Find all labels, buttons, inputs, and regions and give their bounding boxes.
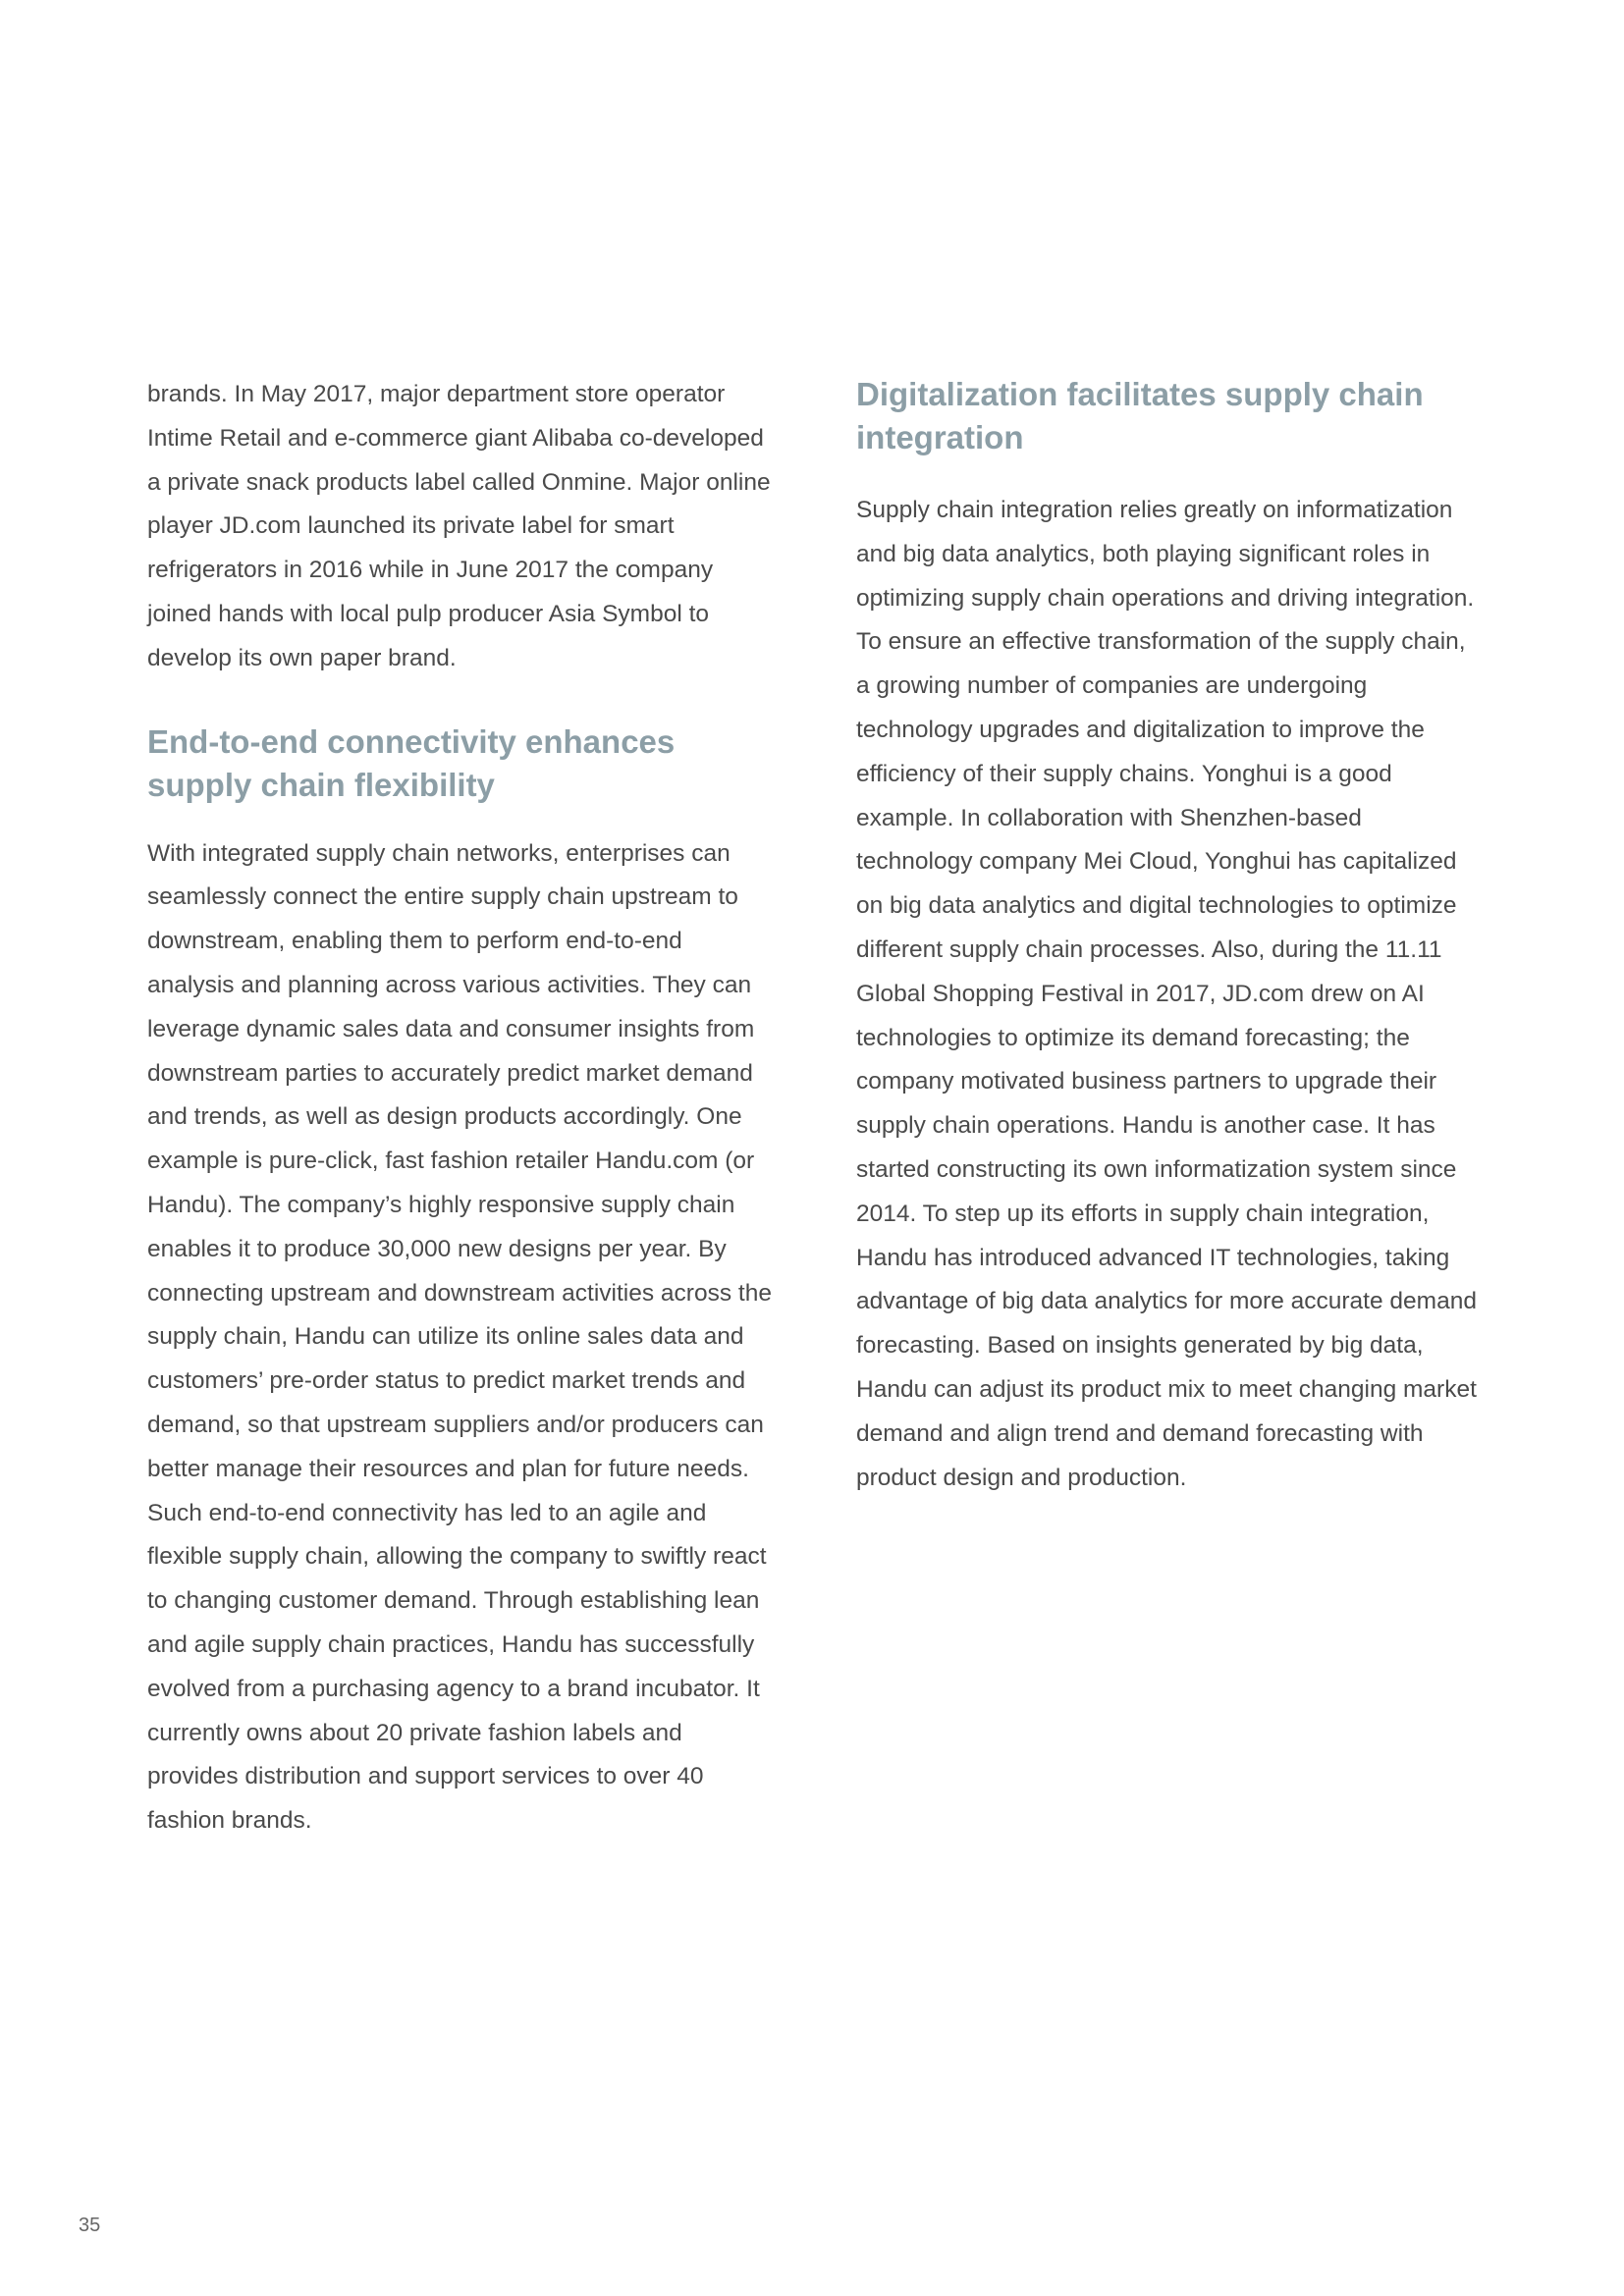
right-column [856,373,1485,1500]
page-number: 35 [79,2215,101,2236]
section-heading-connectivity: End-to-end connectivity enhances supply chain flexibility [147,722,676,803]
intro-paragraph: brands. In May 2017, major department store operator Intime Retail and e-commerce giant Alibaba co-developed a private snack products label called Onmine. Major online player JD.com launched its private label for smart refrigerators in 2016 while in June 2017 the company joined hands with local pulp producer Asia Symbol to develop its own paper brand. [147,381,771,671]
left-column [147,373,776,1843]
section-paragraph-connectivity: With integrated supply chain networks, enterprises can seamlessly connect the entire supply chain upstream to downstream, enabling them to perform end-to-end analysis and planning across various activities. They can leverage dynamic sales data and consumer insights from downstream parties to accurately predict market demand and trends, as well as design products accordingly. One example is pure-click, fast fashion retailer Handu.com (or Handu). The company’s highly responsive supply chain enables it to produce 30,000 new designs per year. By connecting upstream and downstream activities across the supply chain, Handu can utilize its online sales data and customers’ pre-order status to predict market trends and demand, so that upstream suppliers and/or producers can better manage their resources and plan for future needs. Such end-to-end connectivity has led to an agile and flexible supply chain, allowing the company to swiftly react to changing customer demand. Through establishing lean and agile supply chain practices, Handu has successfully evolved from a purchasing agency to a brand incubator. It currently owns about 20 private fashion labels and provides distribution and support services to over 40 fashion brands. [147,839,772,1835]
section-paragraph-digitalization: Supply chain integration relies greatly on informatization and big data analytics, both playing significant roles in optimizing supply chain operations and driving integration. To ensure an effective transformation of the supply chain, a growing number of companies are undergoing technology upgrades and digitalization to improve the efficiency of their supply chains. Yonghui is a good example. In collaboration with Shenzhen-based technology company Mei Cloud, Yonghui has capitalized on big data analytics and digital technologies to optimize different supply chain processes. Also, during the 11.11 Global Shopping Festival in 2017, JD.com drew on AI technologies to optimize its demand forecasting; the company motivated business partners to upgrade their supply chain operations. Handu is another case. It has started constructing its own informatization system since 2014. To step up its efforts in supply chain integration, Handu has introduced advanced IT technologies, taking advantage of big data analytics for more accurate demand forecasting. Based on insights generated by big data, Handu can adjust its product mix to meet changing market demand and align trend and demand forecasting with product design and production. [856,497,1477,1491]
section-heading-digitalization: Digitalization facilitates supply chain integration [856,376,1424,455]
